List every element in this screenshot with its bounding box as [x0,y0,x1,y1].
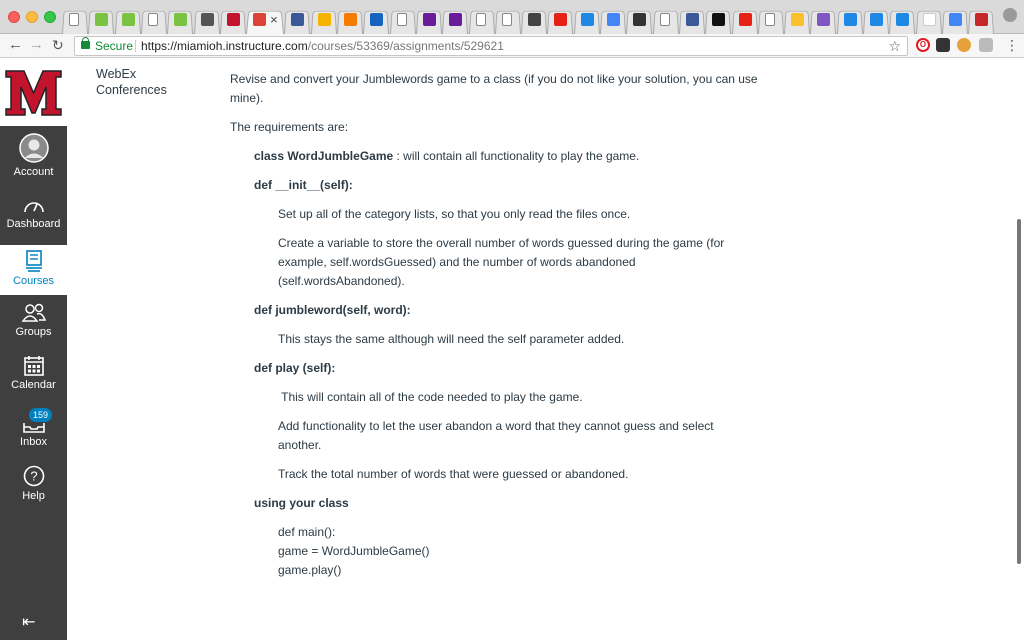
extension-grey-icon[interactable] [979,38,993,52]
browser-tab[interactable] [521,7,547,34]
window-zoom-button[interactable] [44,11,56,23]
browser-tab[interactable] [495,7,521,34]
compass-icon [201,13,214,26]
init-item: Create a variable to store the overall number of words guessed during the game (for example, self.wordsGuessed) and the number of words abandoned (self.wordsAbandoned). [278,236,725,288]
chart-icon [791,13,804,26]
nav-dashboard[interactable] [0,197,67,239]
class-requirement [230,147,790,166]
browser-tab[interactable] [705,7,731,34]
browser-tab[interactable] [889,7,915,34]
sync-icon [95,13,108,26]
back-button[interactable]: ← [8,36,23,53]
svg-text:?: ? [29,468,38,484]
page-icon [148,13,158,26]
youtube-icon [739,13,752,26]
play-item: This will contain all of the code needed to play the game. [278,390,583,404]
class-description: : will contain all functionality to play the game. [393,149,640,163]
page-icon [476,13,486,26]
browser-tab[interactable] [337,7,363,34]
toolbox-icon [633,13,646,26]
info-icon [844,13,857,26]
browser-tab[interactable] [968,7,994,34]
globe-icon [370,13,383,26]
page-scrollbar[interactable] [1014,59,1024,640]
browser-tab[interactable] [784,7,810,34]
requirements-heading: The requirements are: [230,120,349,134]
url-path: /courses/53369/assignments/529621 [307,39,504,53]
nav-account-label: Account [13,166,54,178]
collapse-icon[interactable]: ⇤ [22,614,36,631]
browser-tab[interactable] [653,7,679,34]
miami-m-logo-icon [0,59,67,126]
browser-tab[interactable] [442,7,468,34]
browser-tab[interactable] [284,7,310,34]
groups-icon [21,303,47,323]
browser-tab[interactable] [837,7,863,34]
courses-icon [25,250,43,272]
sync-icon [122,13,135,26]
google-icon [949,13,962,26]
nav-calendar-label: Calendar [11,379,56,391]
jumbleword-item: This stays the same although will need the self parameter added. [278,332,625,346]
nav-help-label: Help [22,490,45,502]
youtube-icon [554,13,567,26]
secure-label: Secure [95,39,134,53]
account-icon [19,133,49,163]
assignment-intro: Revise and convert your Jumblewords game to a class (if you do not like your solution, you can use mine). [230,72,758,105]
browser-tab[interactable] [942,7,968,34]
reload-button[interactable]: ↻ [52,37,64,53]
miami-m-icon [227,13,240,26]
profile-icon[interactable] [1003,8,1017,22]
browser-tab[interactable] [194,7,220,34]
browser-tab[interactable] [390,7,416,34]
code-line: def main(): [278,525,336,539]
using-class-heading: using your class [254,496,349,510]
course-nav-webex-conferences[interactable]: WebEx Conferences [96,67,167,97]
nav-calendar[interactable] [0,356,67,400]
browser-tab[interactable] [115,7,141,34]
blank-icon [923,13,936,26]
forward-button[interactable]: → [29,36,44,53]
browser-tab[interactable] [246,7,284,34]
google-icon [607,13,620,26]
purple-icon [817,13,830,26]
course-navigation [96,66,176,98]
browser-tab[interactable] [679,7,705,34]
nbc-icon [423,13,436,26]
nav-account[interactable] [0,133,67,185]
nav-groups[interactable] [0,303,67,347]
dashboard-icon [23,197,45,215]
browser-tab[interactable] [600,7,626,34]
browser-tab[interactable] [758,7,784,34]
browser-tab[interactable] [732,7,758,34]
lock-icon [81,41,90,49]
menu-icon[interactable]: ⋮ [1005,37,1019,53]
extension-dark-icon[interactable] [936,38,950,52]
sync-icon [174,13,187,26]
browser-tab-strip [0,0,1024,34]
page-icon [397,13,407,26]
cnn-icon [712,13,725,26]
loop-icon [528,13,541,26]
browser-tab[interactable] [574,7,600,34]
inbox-unread-badge: 159 [29,408,52,422]
nav-courses[interactable] [0,245,67,295]
tab-close-icon[interactable]: × [270,12,278,27]
browser-toolbar [0,34,1024,58]
scrollbar-thumb[interactable] [1017,219,1021,564]
canvas-icon [291,13,304,26]
nav-groups-label: Groups [15,326,52,338]
page-icon [765,13,775,26]
nav-dashboard-label: Dashboard [6,218,61,230]
url-text [141,37,504,55]
code-line: game.play() [278,563,342,577]
miami-logo[interactable] [0,59,67,126]
browser-tab[interactable] [810,7,836,34]
nav-help[interactable] [0,465,67,507]
url-host: https://miamioh.instructure.com [141,39,308,53]
address-separator [135,40,136,52]
nav-inbox-label: Inbox [20,436,47,448]
browser-tab[interactable] [167,7,193,34]
browser-tab[interactable] [547,7,573,34]
address-bar[interactable] [74,36,908,56]
page-icon [660,13,670,26]
window-minimize-button[interactable] [26,11,38,23]
jumbleword-heading: def jumbleword(self, word): [254,303,411,317]
init-heading: def __init__(self): [254,178,353,192]
play-item: Add functionality to let the user abandon a word that they cannot guess and select another. [278,419,714,452]
browser-tab[interactable] [626,7,652,34]
cookie-extension-icon[interactable] [957,38,971,52]
browser-tab[interactable] [863,7,889,34]
chrome-icon [581,13,594,26]
init-item: Set up all of the category lists, so that you only read the files once. [278,207,631,221]
page-icon [69,13,79,26]
nav-inbox[interactable] [0,417,67,455]
play-item: Track the total number of words that were guessed or abandoned. [278,467,629,481]
browser-tab[interactable] [220,7,246,34]
assignment-description [230,70,790,580]
browser-tab[interactable] [311,7,337,34]
nbc-icon [449,13,462,26]
info-icon [896,13,909,26]
opera-extension-icon[interactable]: O [916,38,930,52]
gmail-icon [253,13,266,26]
browser-tab[interactable] [62,7,88,34]
help-icon [23,465,45,487]
red-icon [975,13,988,26]
code-line: game = WordJumbleGame() [278,544,430,558]
drive-icon [318,13,331,26]
facebook-icon [686,13,699,26]
browser-tab[interactable] [416,7,442,34]
window-close-button[interactable] [8,11,20,23]
nav-courses-label: Courses [13,275,54,287]
browser-tab[interactable] [88,7,114,34]
c-icon [344,13,357,26]
calendar-icon [24,356,44,376]
browser-tab[interactable] [363,7,389,34]
info-icon [870,13,883,26]
bookmark-star-icon[interactable]: ☆ [888,38,901,54]
play-heading: def play (self): [254,361,336,375]
page-icon [502,13,512,26]
browser-tab[interactable] [141,7,167,34]
browser-tab[interactable] [469,7,495,34]
browser-tab[interactable] [916,7,942,34]
global-navigation [0,59,67,640]
class-name: class WordJumbleGame [254,149,394,163]
